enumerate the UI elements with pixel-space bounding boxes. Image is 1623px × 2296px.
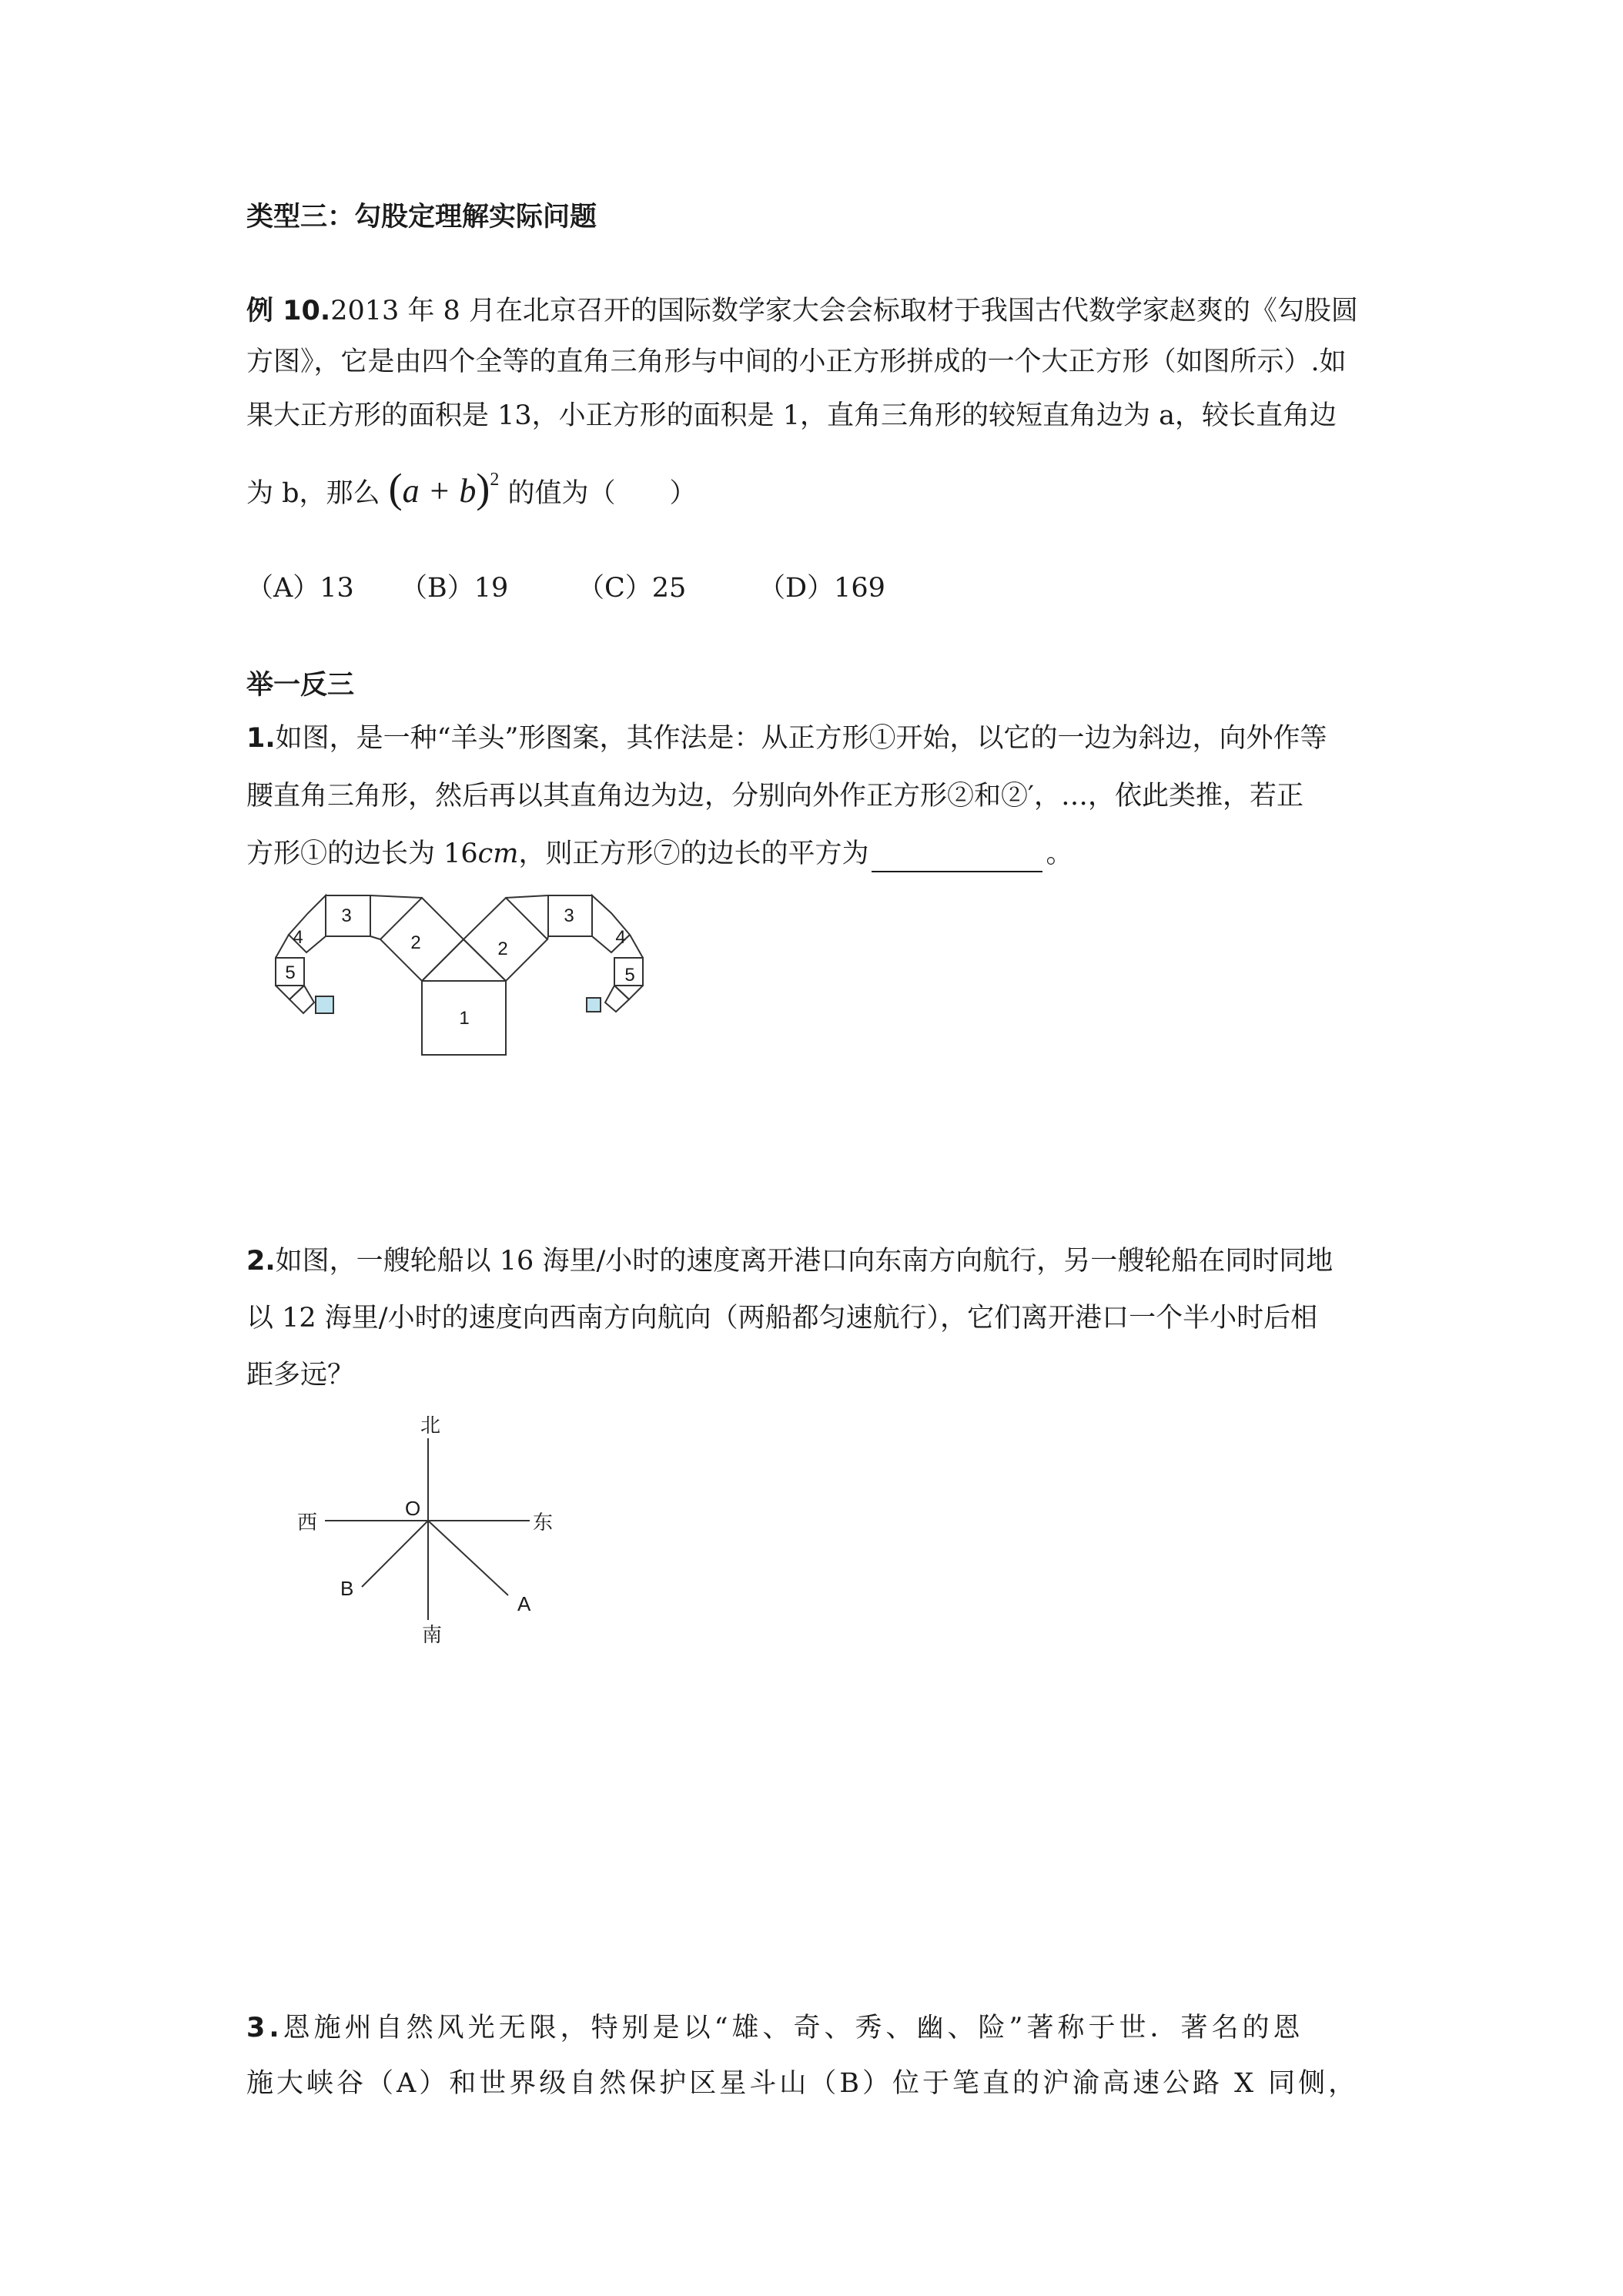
formula-close: ) [476,465,490,511]
label-west: 西 [297,1511,318,1535]
q3-label: 3. [246,2013,283,2043]
section-title: 类型三：勾股定理解实际问题 [246,202,597,233]
tail-right-square-6 [605,986,629,1012]
label-square-1: 1 [459,1008,470,1029]
label-south: 南 [422,1624,443,1647]
label-b: B [340,1577,354,1600]
ray-ob [362,1521,428,1587]
example-text-4-pre: 为 b，那么 [246,478,380,509]
q2-line-1 [246,1243,1333,1280]
q2-line-3: 距多远？ [246,1360,355,1391]
compass-figure [285,1401,577,1648]
example-10-line-2: 方图》，它是由四个全等的直角三角形与中间的小正方形拼成的一个大正方形（如图所示）.如 [246,346,1347,377]
label-a: A [517,1592,531,1615]
option-d: （D）169 [758,573,885,604]
formula-open: ( [388,465,403,511]
example-10-line-3: 果大正方形的面积是 13，小正方形的面积是 1，直角三角形的较短直角边为 a，较长直角边 [246,400,1337,431]
q1-unit: cm [477,838,519,869]
label-square-2-right: 2 [497,939,508,959]
formula-exponent: 2 [490,470,500,490]
label-square-3-left: 3 [341,905,352,926]
connector-right-5 [630,935,643,958]
square-7-right [587,998,601,1012]
connector-left-mid [370,936,380,939]
q3-line-1 [246,2010,1303,2047]
practice-title: 举一反三 [246,670,355,701]
q1-text-3-pre: 方形①的边长为 16 [246,838,478,869]
q1-line-1 [246,720,1327,757]
q1-line-2: 腰直角三角形，然后再以其直角边为边，分别向外作正方形②和②′，…，依此类推，若正 [246,781,1303,812]
q1-line-3 [246,835,1073,872]
label-square-5-right: 5 [624,965,635,986]
formula-body: a + b [402,472,477,510]
tail-left-square-6 [289,986,314,1013]
option-b: （B）19 [400,573,509,604]
label-square-3-right: 3 [564,905,574,926]
q3-text-1: 恩施州自然风光无限，特别是以“雄、奇、秀、幽、险”著称于世．著名的恩 [283,2013,1304,2043]
ram-head-figure [269,885,670,1063]
label-east: 东 [533,1511,554,1535]
label-square-4-right: 4 [615,927,626,948]
q1-text-3-end: 。 [1046,838,1073,869]
answer-blank [872,843,1042,872]
option-c: （C）25 [577,573,687,604]
label-square-5-left: 5 [285,962,296,983]
tail-right-triangle [614,986,643,999]
label-square-4-left: 4 [293,927,303,948]
label-origin: O [405,1497,421,1520]
example-10-line-4 [246,465,697,515]
central-triangle [422,939,506,981]
example-label: 例 10. [246,296,331,326]
example-text-1: 2013 年 8 月在北京召开的国际数学家大会会标取材于我国古代数学家赵爽的《勾股圆 [330,296,1358,326]
connector-right-mid [547,936,548,939]
option-a: （A）13 [246,573,354,604]
ray-oa [428,1521,508,1595]
label-north: 北 [420,1414,441,1438]
q1-text-1: 如图，是一种“羊头”形图案，其作法是：从正方形①开始，以它的一边为斜边，向外作等 [275,723,1327,754]
example-text-4-post: 的值为（ ） [507,478,697,509]
connector-left-top [326,895,422,898]
q2-label: 2. [246,1246,276,1277]
q2-line-2: 以 12 海里/小时的速度向西南方向航向（两船都匀速航行），它们离开港口一个半小时后相 [246,1303,1318,1334]
square-2-left [380,898,463,981]
q1-text-3-mid: ，则正方形⑦的边长的平方为 [518,838,869,869]
q2-text-1: 如图，一艘轮船以 16 海里/小时的速度离开港口向东南方向航行，另一艘轮船在同时同地 [275,1246,1334,1277]
label-square-2-left: 2 [410,932,421,953]
connector-left-5 [276,935,289,958]
q3-line-2: 施大峡谷（A）和世界级自然保护区星斗山（B）位于笔直的沪渝高速公路 X 同侧， [246,2068,1359,2099]
tail-left-triangle [276,986,304,999]
example-10-line-1 [246,293,1358,330]
q1-label: 1. [246,723,276,754]
square-7-left [316,996,333,1013]
